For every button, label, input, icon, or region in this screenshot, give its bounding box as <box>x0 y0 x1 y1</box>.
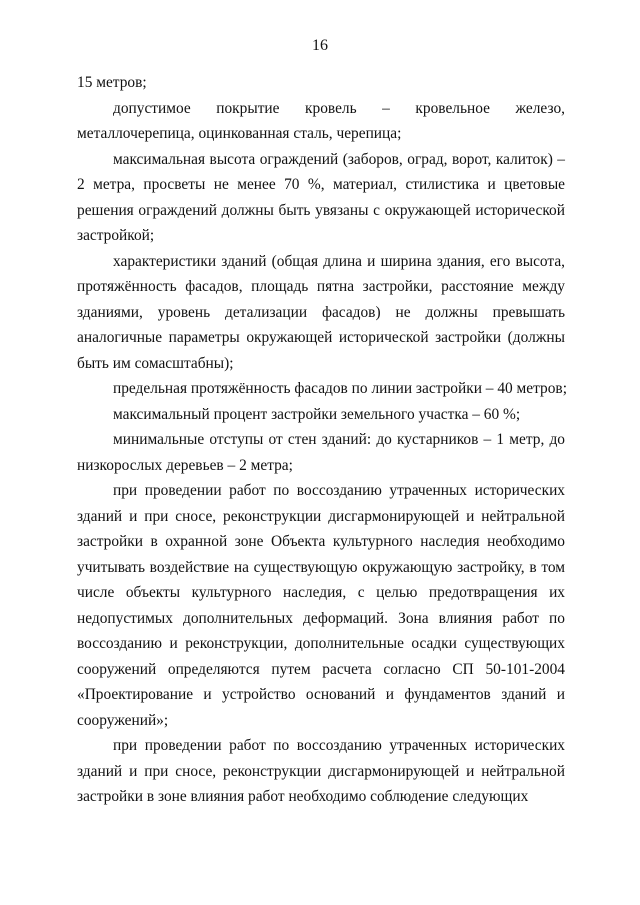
paragraph <box>77 733 565 810</box>
text-line: 15 метров; <box>77 74 147 91</box>
text-line: застройки в зоне влияния работ необходимо соблюдение следующих <box>77 788 529 805</box>
text-line: сооружений»; <box>77 711 169 729</box>
text-line: характеристики зданий (общая длина и ширина здания, его высота, <box>113 252 565 270</box>
page-number: 16 <box>312 37 328 54</box>
text-line: числе объекты культурного наследия, с целью предотвращения их <box>77 584 565 601</box>
text-line: допустимое покрытие кровель – кровельное железо, <box>113 99 565 117</box>
text-line: 2 метра, просветы не менее 70 %, материал, стилистика и цветовые <box>77 176 565 193</box>
text-line: застройки в охранной зоне Объекта культурного наследия необходимо <box>77 533 565 550</box>
text-line: максимальная высота ограждений (заборов, оград, ворот, калиток) – <box>113 150 565 168</box>
text-line: застройкой; <box>77 227 155 244</box>
text-line: при проведении работ по воссозданию утраченных исторических <box>113 482 565 499</box>
text-line: металлочерепица, оцинкованная сталь, черепица; <box>77 125 402 142</box>
text-line: протяжённость фасадов, площадь пятна застройки, расстояние между <box>77 278 565 295</box>
text-line: «Проектирование и устройство оснований и фундаментов зданий и <box>77 686 565 703</box>
text-line: сооружений определяются путем расчета согласно СП 50-101-2004 <box>77 660 565 678</box>
text-line: зданиями, уровень детализации фасадов) не должны превышать <box>77 303 565 321</box>
text-line: предельная протяжённость фасадов по линии застройки – 40 метров; <box>113 380 567 397</box>
paragraph <box>77 402 565 428</box>
text-line: низкорослых деревьев – 2 метра; <box>77 456 293 474</box>
text-line: максимальный процент застройки земельного участка – 60 %; <box>113 405 521 423</box>
text-line: при проведении работ по воссозданию утраченных исторических <box>113 737 565 754</box>
paragraph <box>77 70 565 96</box>
text-line: недопустимых дополнительных деформаций. Зона влияния работ по <box>77 609 565 627</box>
text-line: зданий и при сносе, реконструкции дисгармонирующей и нейтральной <box>77 507 565 525</box>
paragraph <box>77 376 565 402</box>
text-line: учитывать воздействие на существующую окружающую застройку, в том <box>77 558 565 576</box>
text-line: воссозданию и реконструкции, дополнительные осадки существующих <box>77 635 565 652</box>
paragraph <box>77 96 565 147</box>
text-line: зданий и при сносе, реконструкции дисгармонирующей и нейтральной <box>77 762 565 780</box>
text-line: решения ограждений должны быть увязаны с окружающей исторической <box>77 201 565 219</box>
paragraph <box>77 427 565 478</box>
document-body <box>77 70 565 810</box>
text-line: минимальные отступы от стен зданий: до кустарников – 1 метр, до <box>113 431 565 448</box>
paragraph <box>77 478 565 733</box>
text-line: аналогичные параметры окружающей исторической застройки (должны <box>77 329 565 346</box>
paragraph <box>77 249 565 377</box>
text-line: быть им сомасштабны); <box>77 354 234 372</box>
paragraph <box>77 147 565 249</box>
